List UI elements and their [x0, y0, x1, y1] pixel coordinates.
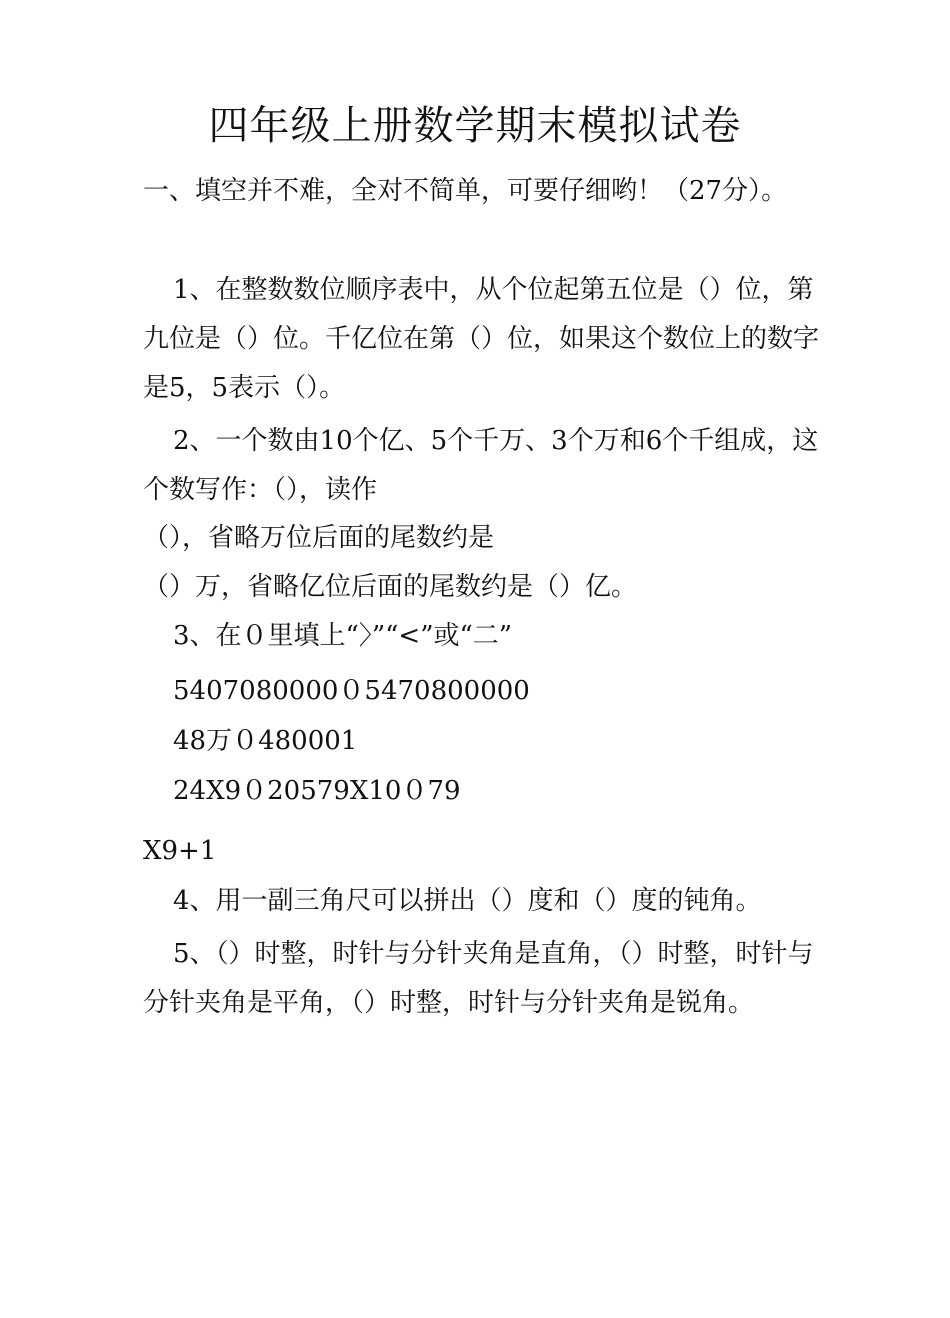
question-3-row-4: X9+1: [143, 836, 217, 866]
question-3: 3、在０里填上“〉”“<”或“二”: [173, 621, 513, 651]
section-1-heading: 一、填空并不难，全对不简单，可要仔细哟！（27分）。: [143, 176, 788, 206]
question-2-line-3: （）万，省略亿位后面的尾数约是（）亿。: [143, 572, 638, 602]
question-3-row-1: 5407080000０5470800000: [173, 676, 530, 706]
question-2-line-2: （），省略万位后面的尾数约是: [143, 523, 495, 553]
question-2-line-1: 2、一个数由10个亿、5个千万、3个万和6个千组成，这个数写作：（），读作: [143, 426, 819, 505]
question-5: 5、（）时整，时针与分针夹角是直角，（）时整，时针与分针夹角是平角，（）时整，时针与分针夹角是锐角。: [143, 939, 814, 1018]
page-title: 四年级上册数学期末模拟试卷: [208, 103, 742, 149]
question-1: 1、在整数数位顺序表中，从个位起第五位是（）位，第九位是（）位。千亿位在第（）位，如果这个数位上的数字是5，5表示（）。: [143, 275, 820, 403]
question-4: 4、用一副三角尺可以拼出（）度和（）度的钝角。: [173, 886, 762, 916]
question-3-row-3: 24X9０20579X10０79: [173, 776, 461, 806]
question-3-row-2: 48万０480001: [173, 726, 358, 756]
